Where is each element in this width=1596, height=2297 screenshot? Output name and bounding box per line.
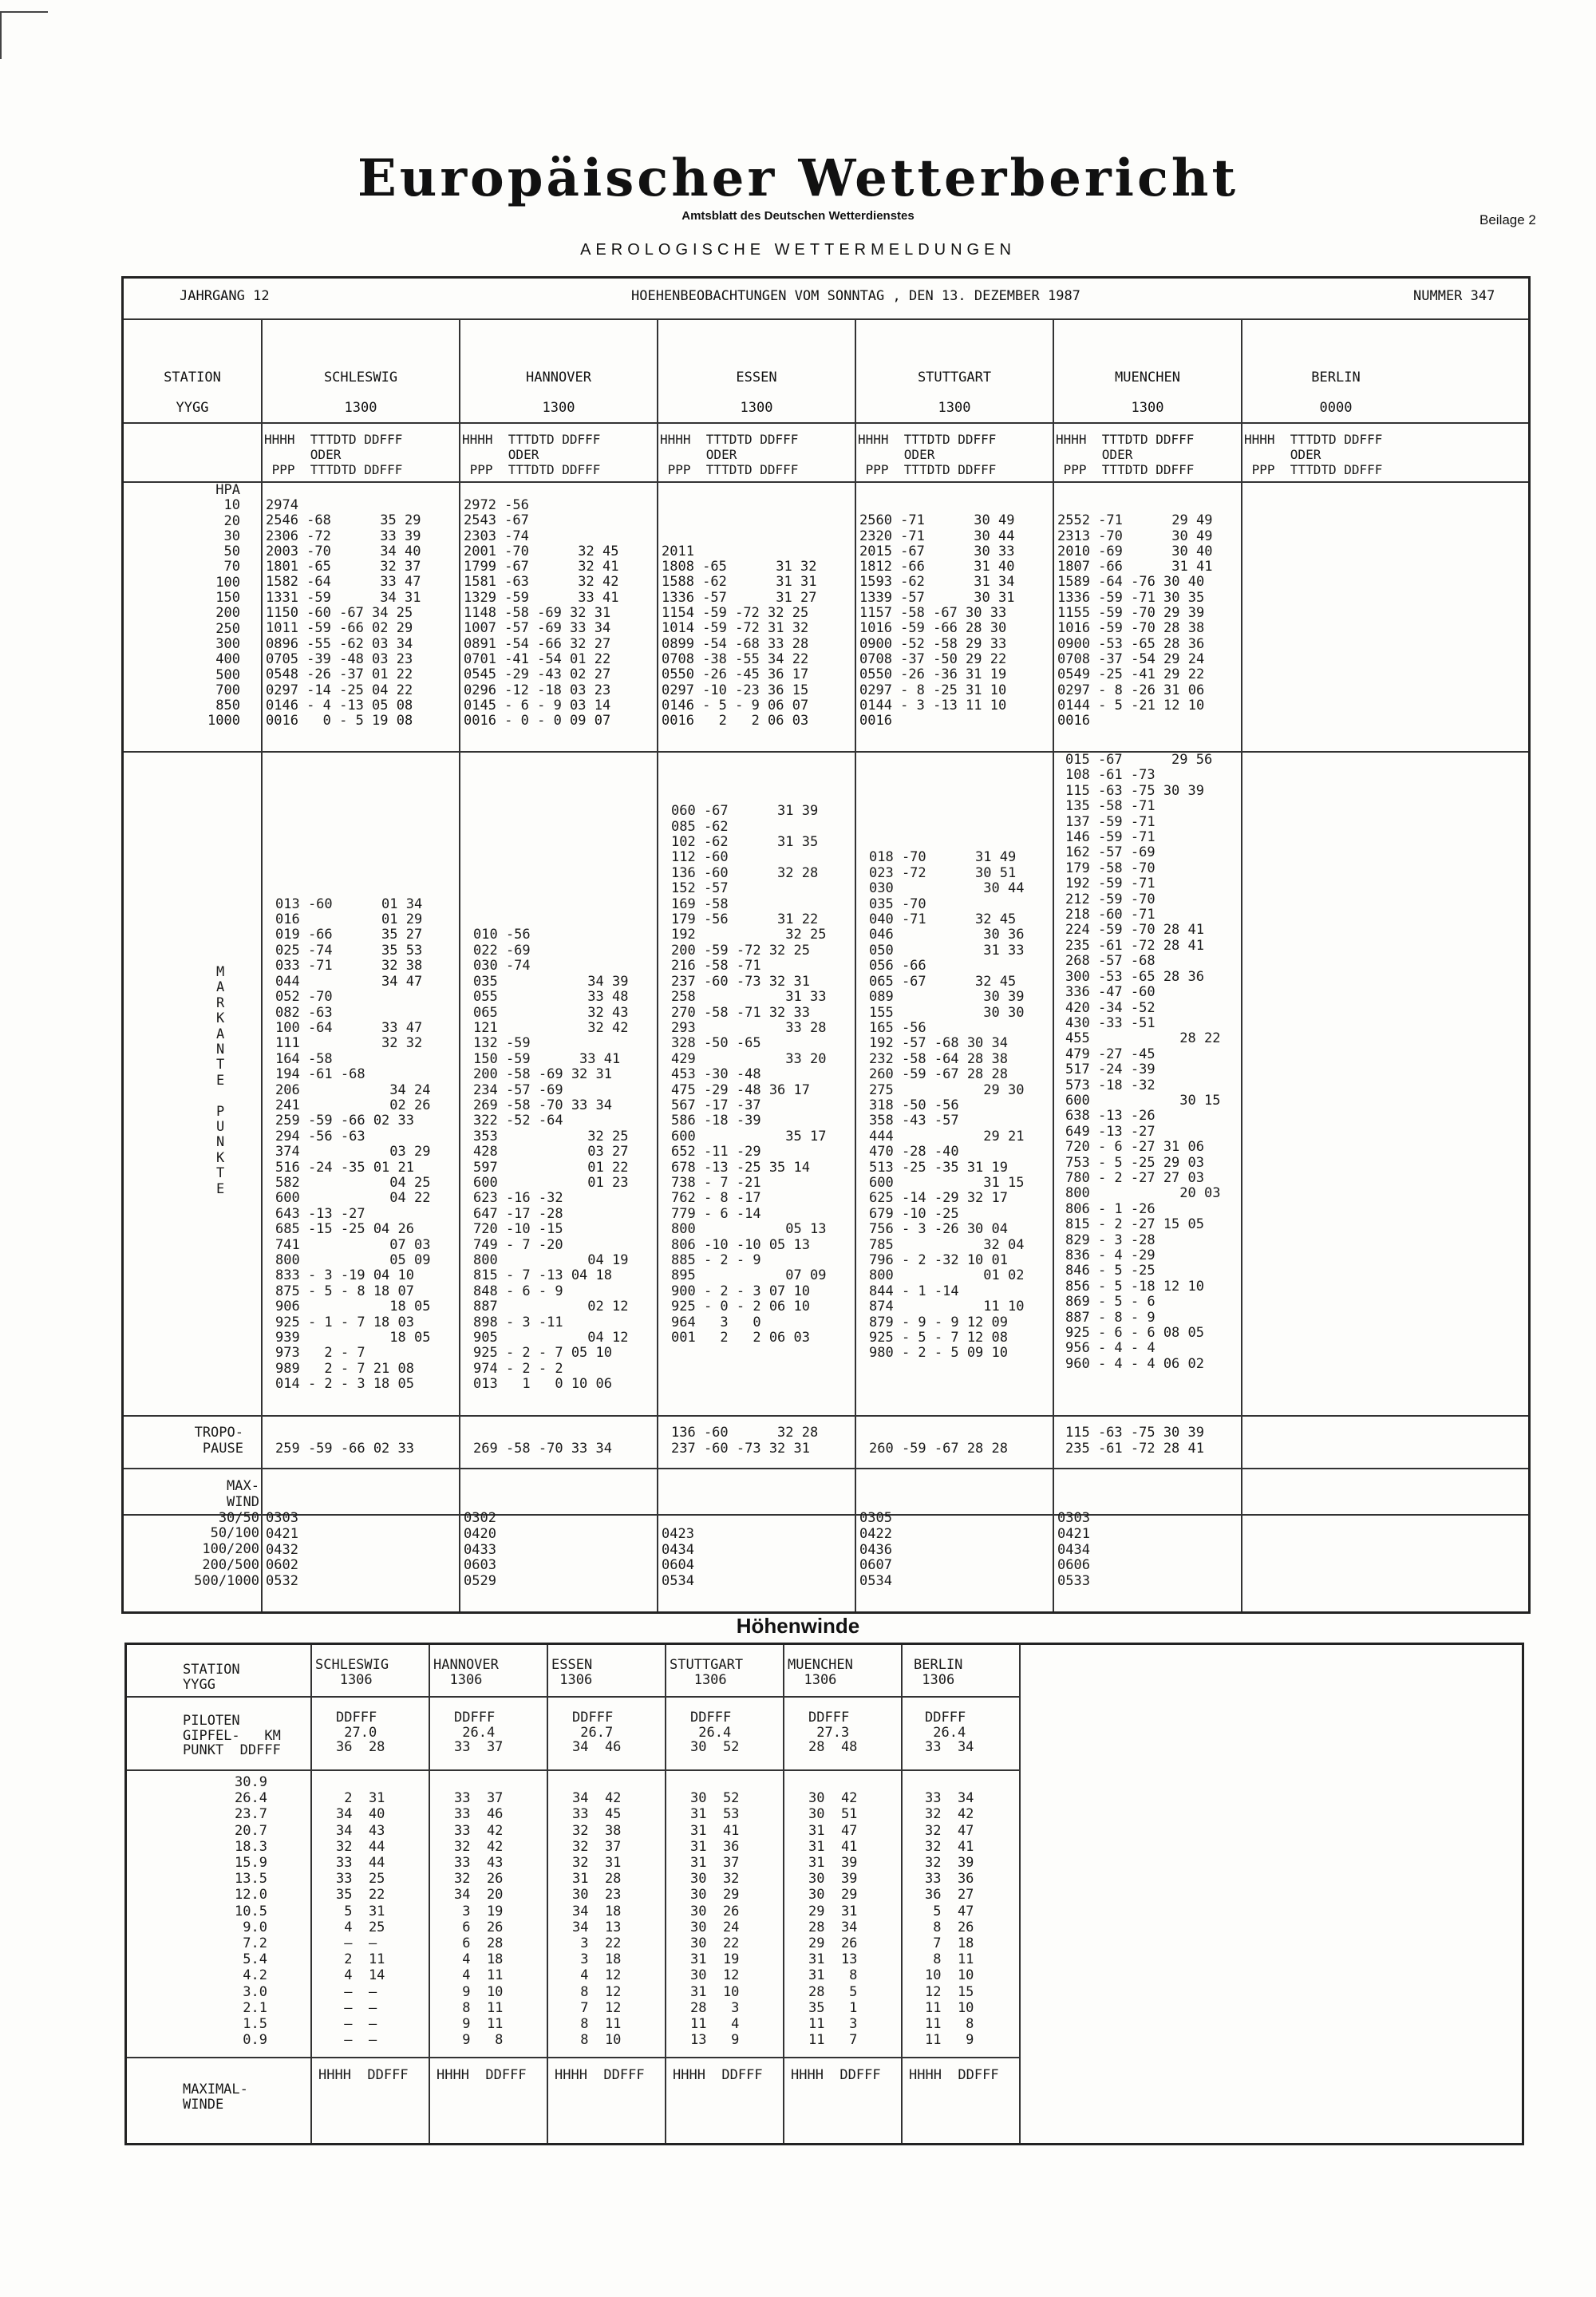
- scan-edge-line-vertical: [0, 11, 2, 59]
- wind-max-header: HHHH DDFFF: [909, 2067, 999, 2083]
- tropo-schleswig: 259 -59 -66 02 33: [275, 1441, 414, 1457]
- markante-punkte-label: M A R K A N T E P U N K T E: [216, 964, 225, 1197]
- winds-table: [124, 1643, 1524, 2145]
- wind-station-name: STUTTGART 1306: [670, 1657, 744, 1688]
- report-number: NUMMER 347: [1413, 288, 1495, 304]
- row-divider: [124, 481, 1528, 483]
- column-header: HHHH TTTDTD DDFFF ODER PPP TTTDTD DDFFF: [264, 432, 403, 477]
- station-name: BERLIN: [1311, 370, 1361, 385]
- station-name: ESSEN: [736, 370, 777, 385]
- wind-station-name: HANNOVER 1306: [433, 1657, 499, 1688]
- col-divider: [901, 1645, 903, 2143]
- wind-piloten: DDFFF 26.4 33 37: [454, 1710, 504, 1756]
- maxwind-label: MAX- WIND 30/50 50/100 100/200 200/500 500/1000: [194, 1478, 259, 1589]
- station-name: MUENCHEN: [1115, 370, 1180, 385]
- row-divider: [124, 751, 1528, 753]
- column-header: HHHH TTTDTD DDFFF ODER PPP TTTDTD DDFFF: [1244, 432, 1383, 477]
- maxwind-muenchen: 0303 0421 0434 0606 0533: [1057, 1510, 1090, 1590]
- std-levels-stuttgart: 2560 -71 30 49 2320 -71 30 44 2015 -67 30 33 1812 -66 31 40 1593 -62 31 34 1339 -57 30 31 1157 -58 -67 30 33 1016 -59 -66 28 30 0900 -52 -58 29 33 0708 -37 -50 29 22 0550 -26 -36 31 19 0297 - 8 -25 31 10 0144 - 3 -13 11 10 0016: [859, 512, 1015, 729]
- row-divider: [124, 318, 1528, 320]
- station-time: 1300: [344, 400, 377, 416]
- col-divider: [429, 1645, 430, 2143]
- wind-station-name: BERLIN 1306: [914, 1657, 963, 1688]
- station-time: 1300: [938, 400, 971, 416]
- sig-levels-essen: 060 -67 31 39 085 -62 102 -62 31 35 112 -60 136 -60 32 28 152 -57 169 -58 179 -56 31 22 192 32 25 200 -59 -72 32 25 216 -58 -71 237 -60 -73 32 31 258 31 33 270 -58 -71 32 33 293 33 28 328 -50 -65 429 33 20 453 -30 -48 475 -29 -48 36 17 567 -17 -37 586 -18 -39 600 35 17 652 -11 -29 678 -13 -25 35 14 738 - 7 -21 762 - 8 -17 779 - 6 -14 800 05 13 806 -10 -10 05 13 885 - 2 - 9 895 07 09 900 - 2 - 3 07 10 925 - 0 - 2 06 10 964 3 0 001 2 2 06 03: [671, 803, 827, 1346]
- wind-max-header: HHHH DDFFF: [318, 2067, 409, 2083]
- row-divider: [127, 1696, 1021, 1698]
- wind-values: 30 52 31 53 31 41 31 36 31 37 30 32 30 29 30 26 30 24 30 22 31 19 30 12 31 10 28 3 11 4 13 9: [690, 1790, 740, 2049]
- sig-levels-muenchen: 015 -67 29 56 108 -61 -73 115 -63 -75 30 39 135 -58 -71 137 -59 -71 146 -59 -71 162 -57 -69 179 -58 -70 192 -59 -71 212 -59 -70 218 -60 -71 224 -59 -70 28 41 235 -61 -72 28 41 268 -57 -68 300 -53 -65 28 36 336 -47 -60 420 -34 -52 430 -33 -51 455 28 22 479 -27 -45 517 -24 -39 573 -18 -32 600 30 15 638 -13 -26 649 -13 -27 720 - 6 -27 31 06 753 - 5 -25 29 03 780 - 2 -27 27 03 800 20 03 806 - 1 -26 815 - 2 -27 15 05 829 - 3 -28 836 - 4 -29 846 - 5 -25 856 - 5 -18 12 10 869 - 5 - 6 887 - 8 - 9 925 - 6 - 6 08 05 956 - 4 - 4 960 - 4 - 4 06 02: [1065, 752, 1221, 1372]
- sig-levels-schleswig: 013 -60 01 34 016 01 29 019 -66 35 27 025 -74 35 53 033 -71 32 38 044 34 47 052 -70 082 -63 100 -64 33 47 111 32 32 164 -58 194 -61 -68 206 34 24 241 02 26 259 -59 -66 02 33 294 -56 -63 374 03 29 516 -24 -35 01 21 582 04 25 600 04 22 643 -13 -27 685 -15 -25 04 26 741 07 03 800 05 09 833 - 3 -19 04 10 875 - 5 - 8 18 07 906 18 05 925 - 1 - 7 18 03 939 18 05 973 2 - 7 989 2 - 7 21 08 014 - 2 - 3 18 05: [275, 895, 431, 1393]
- tropo-stuttgart: 260 -59 -67 28 28: [869, 1441, 1008, 1457]
- wind-values: 34 42 33 45 32 38 32 37 32 31 31 28 30 23 34 18 34 13 3 22 3 18 4 12 8 12 7 12 8 11 8 10: [572, 1790, 622, 2049]
- col-divider: [855, 318, 856, 1611]
- wind-piloten: DDFFF 27.0 36 28: [336, 1710, 385, 1756]
- wind-values: 33 37 33 46 33 42 32 42 33 43 32 26 34 20 3 19 6 26 6 28 4 18 4 11 9 10 8 11 9 11 9 8: [454, 1790, 504, 2049]
- std-levels-hannover: 2972 -56 2543 -67 2303 -74 2001 -70 32 45 1799 -67 32 41 1581 -63 32 42 1329 -59 33 41 1148 -58 -69 32 31 1007 -57 -69 33 34 0891 -54 -66 32 27 0701 -41 -54 01 22 0545 -29 -43 02 27 0296 -12 -18 03 23 0145 - 6 - 9 03 14 0016 - 0 - 0 09 07: [464, 497, 619, 729]
- wind-max-header: HHHH DDFFF: [791, 2067, 881, 2083]
- row-divider: [124, 1415, 1528, 1417]
- piloten-label: PILOTEN GIPFEL- KM PUNKT DDFFF: [183, 1713, 281, 1759]
- winds-title: Höhenwinde: [736, 1614, 860, 1638]
- column-header: HHHH TTTDTD DDFFF ODER PPP TTTDTD DDFFF: [660, 432, 799, 477]
- row-divider: [124, 1514, 1528, 1516]
- col-divider: [665, 1645, 666, 2143]
- station-time: 1300: [740, 400, 773, 416]
- col-divider: [261, 318, 263, 1611]
- wind-piloten: DDFFF 26.7 34 46: [572, 1710, 622, 1756]
- height-levels: 30.9 26.4 23.7 20.7 18.3 15.9 13.5 12.0 10.5 9.0 7.2 5.4 4.2 3.0 2.1 1.5 0.9: [235, 1774, 267, 2049]
- row-divider: [124, 422, 1528, 424]
- sig-levels-hannover: 010 -56 022 -69 030 -74 035 34 39 055 33 48 065 32 43 121 32 42 132 -59 150 -59 33 41 200 -58 -69 32 31 234 -57 -69 269 -58 -70 33 34 322 -52 -64 353 32 25 428 03 27 597 01 22 600 01 23 623 -16 -32 647 -17 -28 720 -10 -15 749 - 7 -20 800 04 19 815 - 7 -13 04 18 848 - 6 - 9 887 02 12 898 - 3 -11 905 04 12 925 - 2 - 7 05 10 974 - 2 - 2 013 1 0 10 06: [473, 927, 629, 1393]
- station-name: HANNOVER: [526, 370, 591, 385]
- winds-station-label: STATION YYGG: [183, 1662, 240, 1693]
- wind-station-name: SCHLESWIG 1306: [315, 1657, 389, 1688]
- maxwind-stuttgart: 0305 0422 0436 0607 0534: [859, 1510, 892, 1590]
- sig-levels-stuttgart: 018 -70 31 49 023 -72 30 51 030 30 44 035 -70 040 -71 32 45 046 30 36 050 31 33 056 -66 065 -67 32 45 089 30 39 155 30 30 165 -56 192 -57 -68 30 34 232 -58 -64 28 38 260 -59 -67 28 28 275 29 30 318 -50 -56 358 -43 -57 444 29 21 470 -28 -40 513 -25 -35 31 19 600 31 15 625 -14 -29 32 17 679 -10 -25 756 - 3 -26 30 04 785 32 04 796 - 2 -32 10 01 800 01 02 844 - 1 -14 874 11 10 879 - 9 - 9 12 09 925 - 5 - 7 12 08 980 - 2 - 5 09 10: [869, 849, 1025, 1362]
- wind-values: 2 31 34 40 34 43 32 44 33 44 33 25 35 22 5 31 4 25 — — 2 11 4 14 — — — — — — — —: [336, 1790, 385, 2049]
- station-time: 1300: [542, 400, 575, 416]
- wind-max-header: HHHH DDFFF: [555, 2067, 645, 2083]
- tropopause-label: TROPO- PAUSE: [194, 1425, 243, 1457]
- row-divider: [127, 1769, 1021, 1771]
- station-time: 0000: [1319, 400, 1353, 416]
- tropo-essen: 136 -60 32 28 237 -60 -73 32 31: [671, 1425, 819, 1457]
- maxwind-schleswig: 0303 0421 0432 0602 0532: [266, 1510, 298, 1590]
- wind-values: 33 34 32 42 32 47 32 41 32 39 33 36 36 27 5 47 8 26 7 18 8 11 10 10 12 15 11 10 11 8 11 9: [925, 1790, 974, 2049]
- row-divider: [124, 1468, 1528, 1469]
- wind-piloten: DDFFF 26.4 30 52: [690, 1710, 740, 1756]
- station-name: SCHLESWIG: [323, 370, 398, 385]
- section-heading: AEROLOGISCHE WETTERMELDUNGEN: [580, 241, 1016, 259]
- yygg-label: YYGG: [176, 400, 209, 416]
- col-divider: [1019, 1645, 1021, 2143]
- wind-max-header: HHHH DDFFF: [437, 2067, 527, 2083]
- station-name: STUTTGART: [917, 370, 992, 385]
- wind-piloten: DDFFF 27.3 28 48: [808, 1710, 858, 1756]
- col-divider: [459, 318, 460, 1611]
- wind-station-name: MUENCHEN 1306: [788, 1657, 853, 1688]
- report-date: HOEHENBEOBACHTUNGEN VOM SONNTAG , DEN 13. DEZEMBER 1987: [631, 288, 1080, 304]
- maxwind-hannover: 0302 0420 0433 0603 0529: [464, 1510, 496, 1590]
- page-title: Europäischer Wetterbericht: [358, 148, 1238, 208]
- station-label: STATION: [164, 370, 221, 385]
- std-levels-muenchen: 2552 -71 29 49 2313 -70 30 49 2010 -69 30 40 1807 -66 31 41 1589 -64 -76 30 40 1336 -59 -71 30 35 1155 -59 -70 29 39 1016 -59 -70 28 38 0900 -53 -65 28 36 0708 -37 -54 29 24 0549 -25 -41 29 22 0297 - 8 -26 31 06 0144 - 5 -21 12 10 0016: [1057, 512, 1213, 729]
- column-header: HHHH TTTDTD DDFFF ODER PPP TTTDTD DDFFF: [858, 432, 997, 477]
- col-divider: [310, 1645, 312, 2143]
- wind-max-header: HHHH DDFFF: [673, 2067, 763, 2083]
- col-divider: [547, 1645, 548, 2143]
- maximal-winde-label: MAXIMAL- WINDE: [183, 2082, 248, 2113]
- aerological-table: [121, 276, 1531, 1614]
- wind-values: 30 42 30 51 31 47 31 41 31 39 30 39 30 29 29 31 28 34 29 26 31 13 31 8 28 5 35 1 11 3 11 7: [808, 1790, 858, 2049]
- maxwind-essen: 0423 0434 0604 0534: [662, 1525, 694, 1590]
- col-divider: [783, 1645, 784, 2143]
- col-divider: [1241, 318, 1242, 1611]
- tropo-muenchen: 115 -63 -75 30 39 235 -61 -72 28 41: [1065, 1425, 1204, 1457]
- page-subtitle: Amtsblatt des Deutschen Wetterdienstes: [681, 209, 915, 223]
- beilage-label: Beilage 2: [1479, 212, 1536, 227]
- column-header: HHHH TTTDTD DDFFF ODER PPP TTTDTD DDFFF: [462, 432, 601, 477]
- std-levels-schleswig: 2974 2546 -68 35 29 2306 -72 33 39 2003 -70 34 40 1801 -65 32 37 1582 -64 33 47 1331 -59 34 31 1150 -60 -67 34 25 1011 -59 -66 02 29 0896 -55 -62 03 34 0705 -39 -48 03 23 0548 -26 -37 01 22 0297 -14 -25 04 22 0146 - 4 -13 05 08 0016 0 - 5 19 08: [266, 497, 421, 729]
- row-divider: [127, 2057, 1021, 2058]
- std-levels-essen: 2011 1808 -65 31 32 1588 -62 31 31 1336 -57 31 27 1154 -59 -72 32 25 1014 -59 -72 31 32 0899 -54 -68 33 28 0708 -38 -55 34 22 0550 -26 -45 36 17 0297 -10 -23 36 15 0146 - 5 - 9 06 07 0016 2 2 06 03: [662, 543, 817, 729]
- station-time: 1300: [1131, 400, 1164, 416]
- jahrgang: JAHRGANG 12: [180, 288, 270, 304]
- wind-piloten: DDFFF 26.4 33 34: [925, 1710, 974, 1756]
- column-header: HHHH TTTDTD DDFFF ODER PPP TTTDTD DDFFF: [1056, 432, 1195, 477]
- col-divider: [657, 318, 658, 1611]
- scan-edge-line: [0, 11, 48, 13]
- tropo-hannover: 269 -58 -70 33 34: [473, 1441, 612, 1457]
- pressure-levels: HPA 10 20 30 50 70 100 150 200 250 300 400 500 700 850 1000: [207, 482, 240, 729]
- col-divider: [1053, 318, 1054, 1611]
- wind-station-name: ESSEN 1306: [551, 1657, 593, 1688]
